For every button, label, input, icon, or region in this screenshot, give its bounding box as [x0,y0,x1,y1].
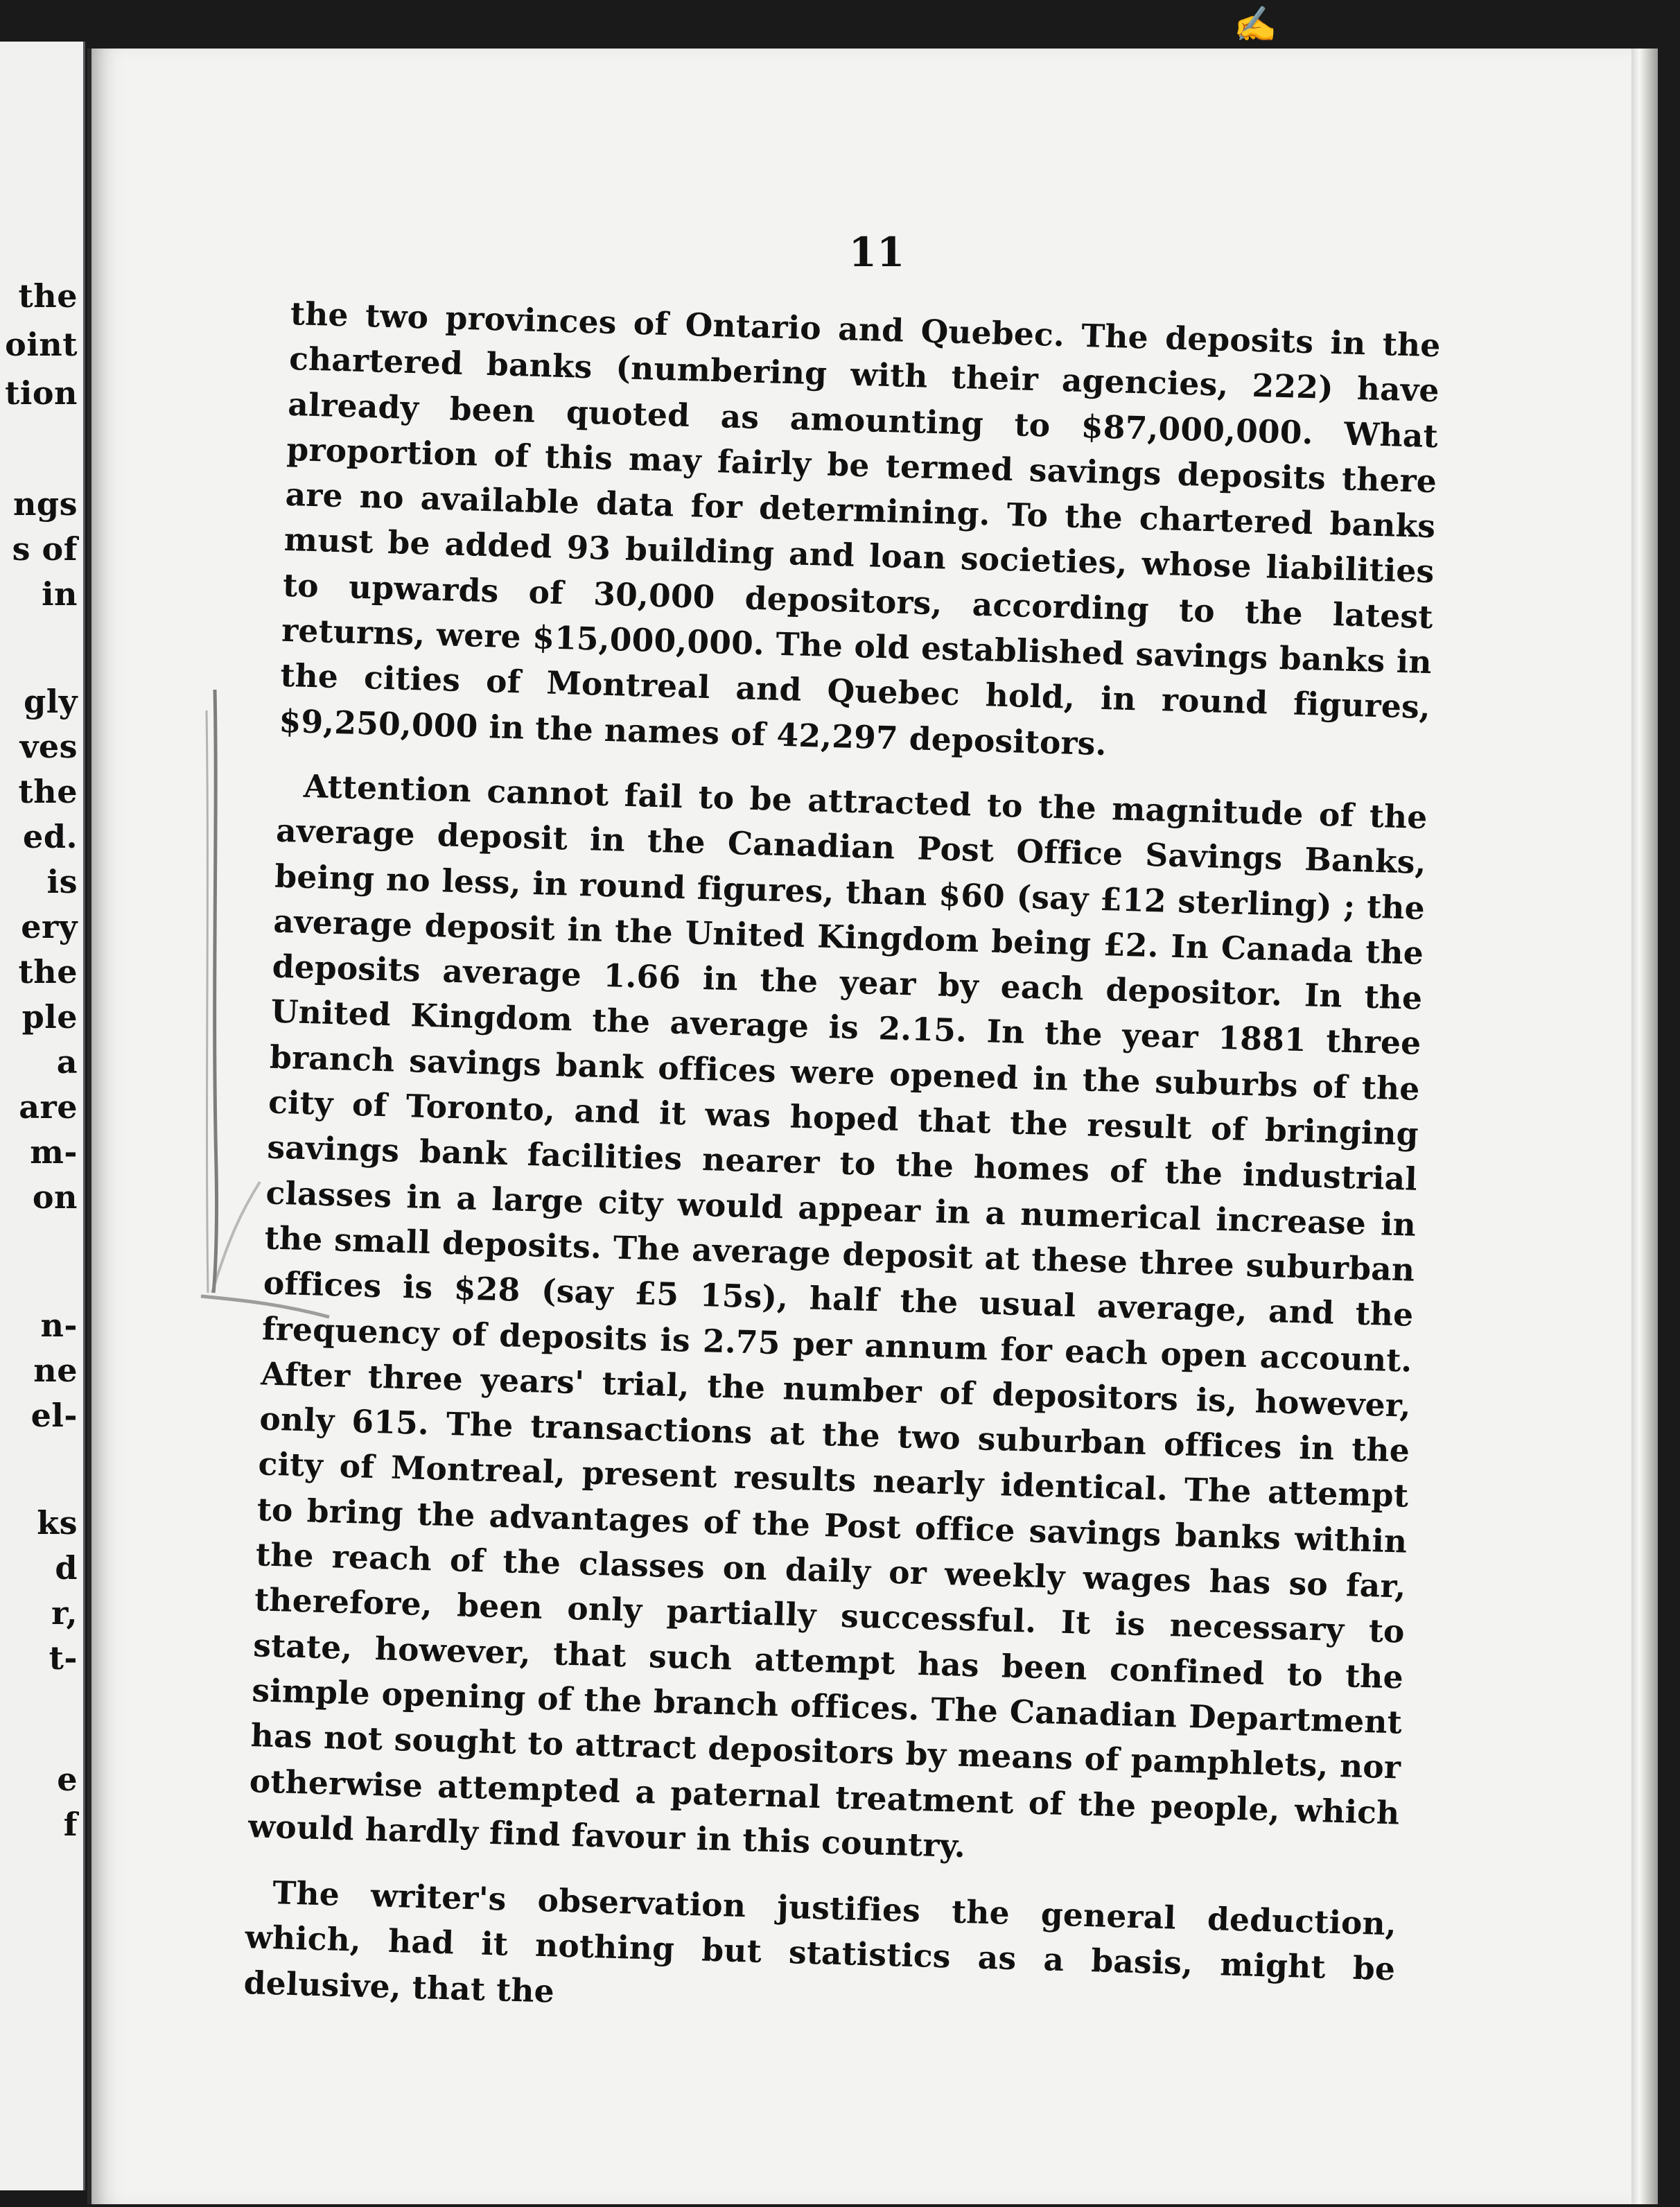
facing-page-fragment: m- [30,1133,78,1171]
facing-page-fragment: tion [5,374,78,412]
page-number: 11 [848,229,905,276]
facing-page-text [0,42,83,2190]
facing-page-fragment: ves [19,728,78,765]
facing-page-fragment: in [42,575,78,613]
facing-page-fragment: oint [5,326,78,363]
body-text [243,291,1441,2037]
facing-page-fragment: the [18,773,78,810]
facing-page-fragment: a [56,1043,78,1081]
facing-page [0,42,85,2190]
facing-page-fragment: ple [21,998,78,1036]
facing-page-fragment: e [57,1761,78,1798]
paragraph: Attention cannot fail to be attracted to the magnitude of the average deposit in the Canadian Post Office Savings Banks, being no less, in round figures, than $60 (say £12 sterling) ; the average deposit in the United Kingdom being £2. In Canada the deposits average 1.66 in the year by each depositor. In the United Kingdom the average is 2.15. In the year 1881 three branch savings bank offices were opened in the suburbs of the city of Toronto, and it was hoped that the result of bringing savings bank facilities nearer to the homes of the industrial classes in a large city would appear in a numerical increase in the small deposits. The average deposit at these three suburban offices is $28 (say £5 15s), half the usual average, and the frequency of deposits is 2.75 per annum for each open account. After three years' trial, the number of depositors is, however, only 615. The transactions at the two suburban offices in the city of Montreal, present results nearly identical. The attempt to bring the advantages of the Post office savings banks within the reach of the classes on daily or weekly wages has so far, therefore, been only partially successful. It is necessary to state, however, that such attempt has been confined to the simple opening of the branch offices. The Canadian Department has not sought to attract depositors by means of pamphlets, nor otherwise attempted a paternal treatment of the people, which would hardly find favour in this country. [247,767,1428,1865]
facing-page-fragment: f [63,1806,78,1843]
facing-page-fragment: is [46,863,78,900]
pencil-margin-mark [187,683,340,1327]
facing-page-fragment: ne [33,1352,78,1389]
facing-page-fragment: are [19,1088,78,1126]
facing-page-fragment: r, [51,1594,78,1632]
facing-page-fragment: ed. [23,818,78,855]
facing-page-fragment: on [32,1178,78,1216]
scan-mark: ✍ [1234,4,1277,44]
facing-page-fragment: el- [30,1397,78,1434]
paragraph: The writer's observation justifies the general deduction, which, had it nothing but statistics as a basis, might be delusive, that the [243,1874,1397,2010]
facing-page-fragment: the [18,277,78,315]
paragraph: the two provinces of Ontario and Quebec. The deposits in the chartered banks (numbering with their agencies, 222) have already been quoted as amounting to $87,000,000. What proportion of this may fairly be termed savings deposits there are no available data for determining. To the chartered banks must be added 93 building and loan societies, whose liabilities to upwards of 30,000 depositors, according to the latest returns, were $15,000,000. The old established savings banks in the cities of Montreal and Quebec hold, in round figures, $9,250,000 in the names of 42,297 depositors. [278,294,1442,762]
facing-page-fragment: s of [12,530,78,568]
facing-page-fragment: n- [40,1307,78,1344]
page-edge [1631,49,1658,2204]
facing-page-fragment: the [18,953,78,991]
facing-page-fragment: ngs [12,485,78,523]
facing-page-fragment: d [55,1549,78,1587]
facing-page-fragment: ks [37,1504,78,1542]
facing-page-fragment: gly [24,683,78,720]
facing-page-fragment: t- [49,1639,78,1677]
facing-page-fragment: ery [21,908,78,945]
